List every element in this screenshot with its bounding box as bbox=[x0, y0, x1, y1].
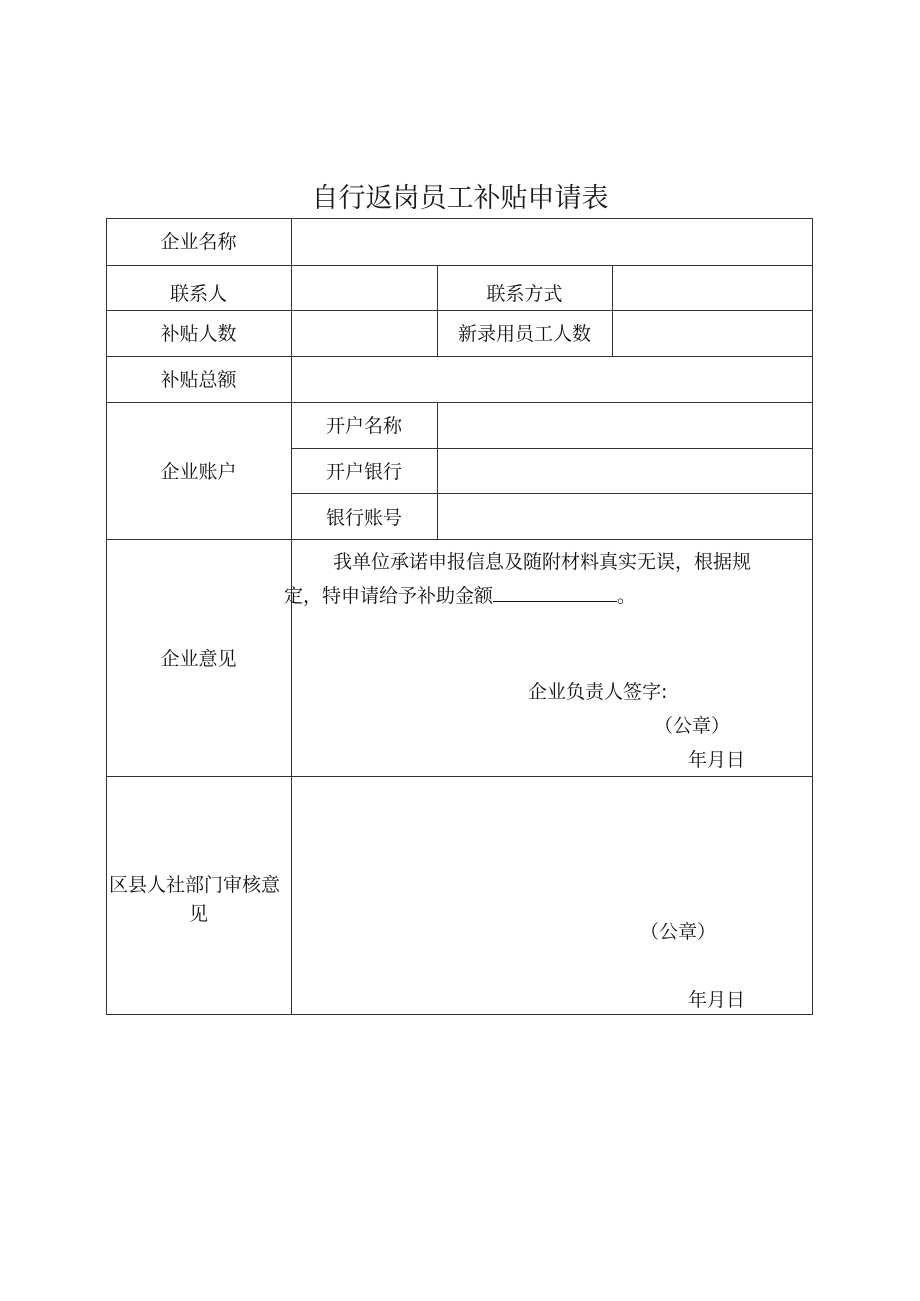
account-name-label: 开户名称 bbox=[325, 415, 402, 437]
contact-method-field[interactable] bbox=[613, 266, 812, 310]
new-hire-count-label: 新录用员工人数 bbox=[457, 323, 591, 345]
account-bank-label: 开户银行 bbox=[325, 461, 402, 483]
opinion-statement-prefix: 定，特申请给予补助金额 bbox=[284, 585, 494, 607]
subsidy-count-label: 补贴人数 bbox=[160, 323, 237, 345]
company-seal-label: （公章） bbox=[654, 715, 731, 737]
table-border-right bbox=[812, 218, 813, 1015]
subsidy-count-field[interactable] bbox=[292, 311, 437, 356]
company-name-field[interactable] bbox=[292, 219, 812, 265]
account-name-field[interactable] bbox=[438, 403, 812, 448]
account-number-field[interactable] bbox=[438, 494, 812, 539]
district-review-field[interactable] bbox=[292, 777, 812, 1014]
company-opinion-label: 企业意见 bbox=[160, 648, 237, 670]
row-divider bbox=[106, 539, 813, 540]
subsidy-total-label: 补贴总额 bbox=[160, 369, 237, 391]
subsidy-application-form bbox=[106, 218, 813, 1015]
district-review-label-line1: 区县人社部门审核意 bbox=[109, 874, 281, 896]
opinion-statement-line1: 我单位承诺申报信息及随附材料真实无误，根据规 bbox=[333, 551, 752, 573]
district-seal-label: （公章） bbox=[640, 921, 717, 943]
company-name-label: 企业名称 bbox=[160, 231, 237, 253]
account-number-label: 银行账号 bbox=[325, 507, 402, 529]
signature-label: 企业负责人签字: bbox=[528, 681, 668, 703]
account-bank-field[interactable] bbox=[438, 449, 812, 493]
district-date-label: 年月日 bbox=[688, 989, 746, 1011]
subsidy-amount-blank[interactable] bbox=[493, 583, 617, 602]
contact-field[interactable] bbox=[292, 266, 437, 310]
contact-label: 联系人 bbox=[169, 283, 227, 305]
opinion-statement-suffix: 。 bbox=[617, 585, 637, 607]
company-account-label: 企业账户 bbox=[160, 461, 237, 483]
page-title: 自行返岗员工补贴申请表 bbox=[311, 183, 609, 214]
district-review-label-line2: 见 bbox=[188, 903, 208, 925]
subsidy-total-field[interactable] bbox=[292, 357, 812, 402]
new-hire-count-field[interactable] bbox=[613, 311, 812, 356]
contact-method-label: 联系方式 bbox=[486, 283, 563, 305]
table-border-bottom bbox=[106, 1014, 813, 1015]
company-date-label: 年月日 bbox=[688, 749, 746, 771]
opinion-statement-line2 bbox=[284, 579, 636, 613]
